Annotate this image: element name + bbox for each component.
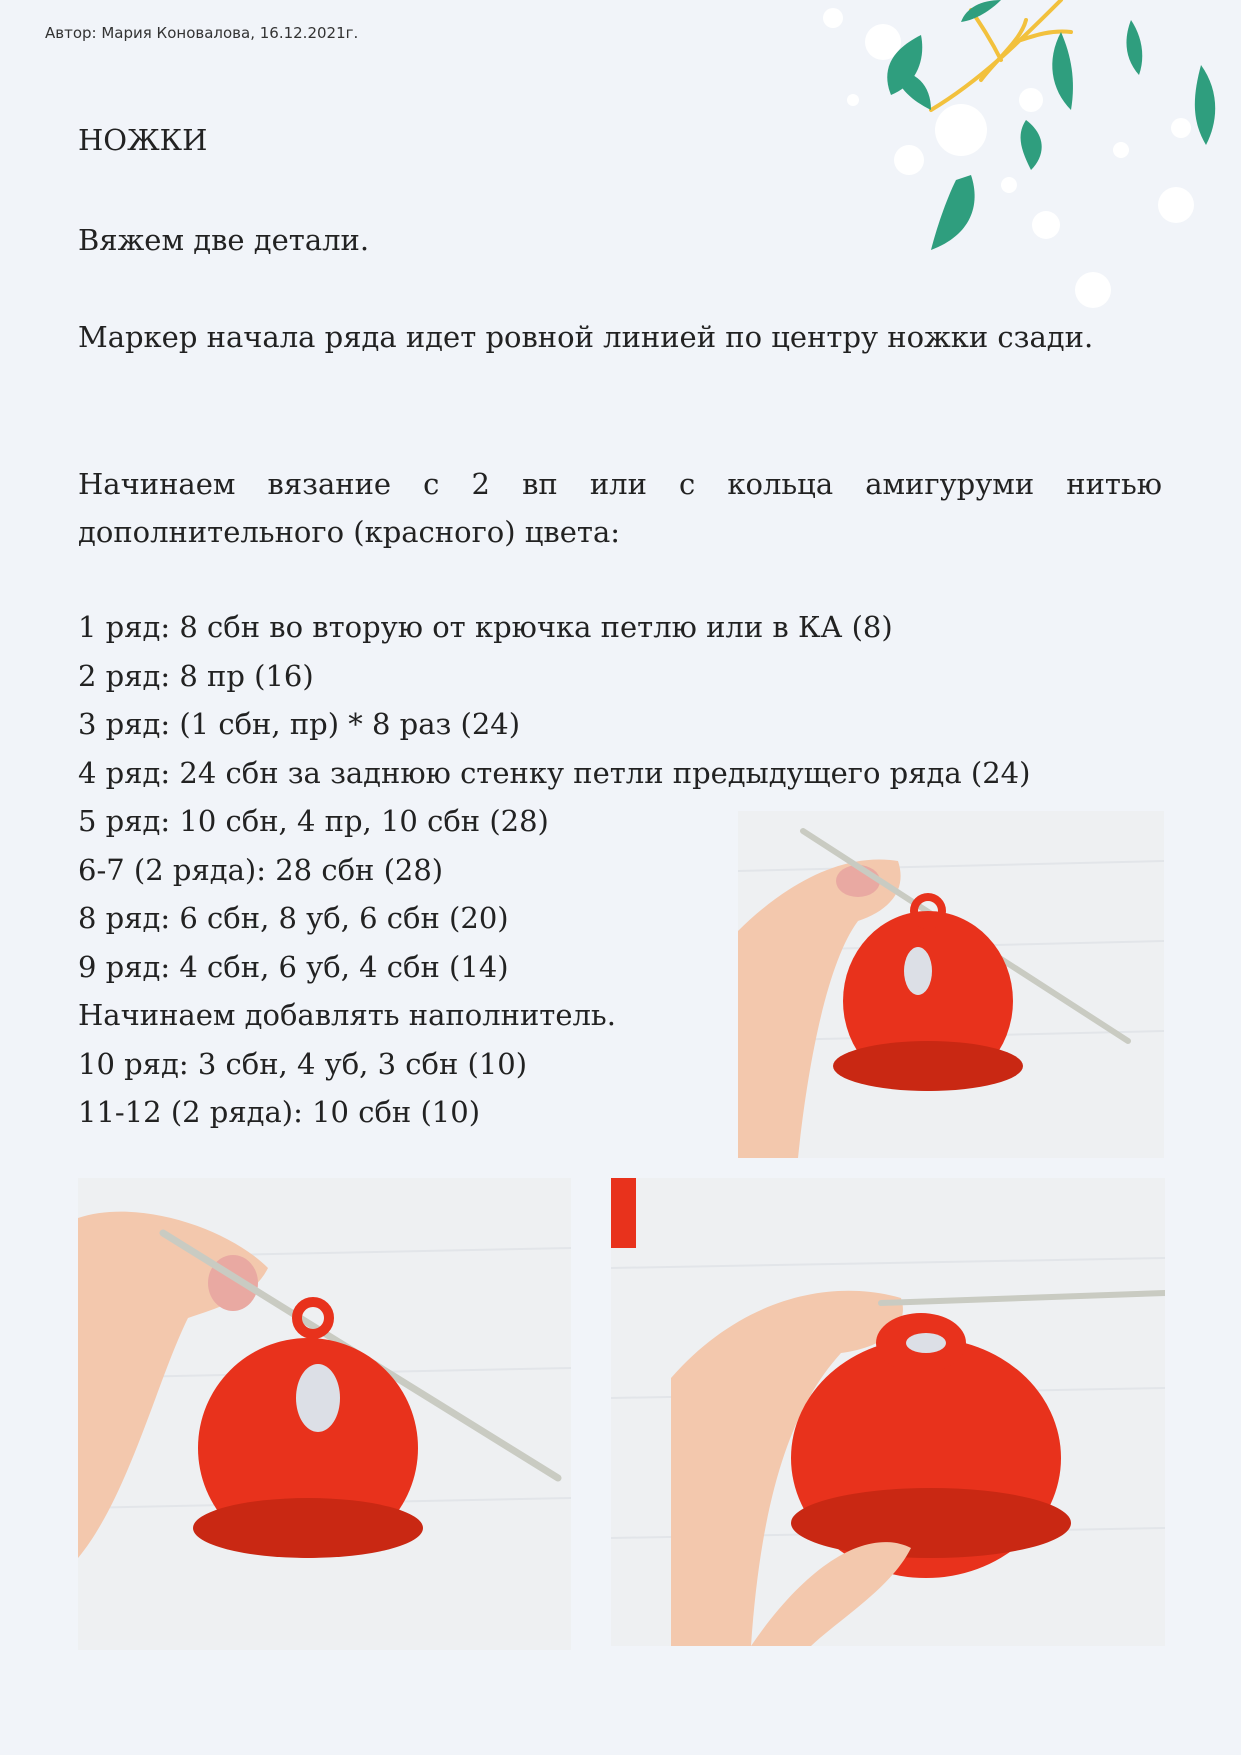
row-item: 5 ряд: 10 сбн, 4 пр, 10 сбн (28) xyxy=(78,804,549,838)
author-line: Автор: Мария Коновалова, 16.12.2021г. xyxy=(45,24,359,42)
row-item: 10 ряд: 3 сбн, 4 уб, 3 сбн (10) xyxy=(78,1046,528,1081)
floral-decoration xyxy=(821,0,1241,320)
row-item: 9 ряд: 4 сбн, 6 уб, 4 сбн (14) xyxy=(78,949,509,984)
crochet-photo-2 xyxy=(78,1178,571,1650)
intro-paragraph: Вяжем две детали. xyxy=(78,223,370,257)
row-item: 6-7 (2 ряда): 28 сбн (28) xyxy=(78,852,444,887)
row-item: 4 ряд: 24 сбн за заднюю стенку петли предыдущего ряда (24) xyxy=(78,755,1031,790)
row-item: 11-12 (2 ряда): 10 сбн (10) xyxy=(78,1095,481,1129)
crochet-photo-3 xyxy=(611,1178,1165,1646)
row-item: 2 ряд: 8 пр (16) xyxy=(78,658,314,693)
row-item: 1 ряд: 8 сбн во вторую от крючка петлю или в КА (8) xyxy=(78,610,893,644)
row-item: Начинаем добавлять наполнитель. xyxy=(78,998,616,1032)
marker-paragraph: Маркер начала ряда идет ровной линией по центру ножки сзади. xyxy=(78,320,1094,354)
start-paragraph: Начинаем вязание с 2 вп или с кольца амигуруми нитью дополнительного (красного) цвета: xyxy=(78,467,1162,549)
crochet-photo-1 xyxy=(738,811,1164,1158)
row-item: 3 ряд: (1 сбн, пр) * 8 раз (24) xyxy=(78,707,521,741)
section-title: НОЖКИ xyxy=(78,123,208,157)
row-item: 8 ряд: 6 сбн, 8 уб, 6 сбн (20) xyxy=(78,901,509,935)
